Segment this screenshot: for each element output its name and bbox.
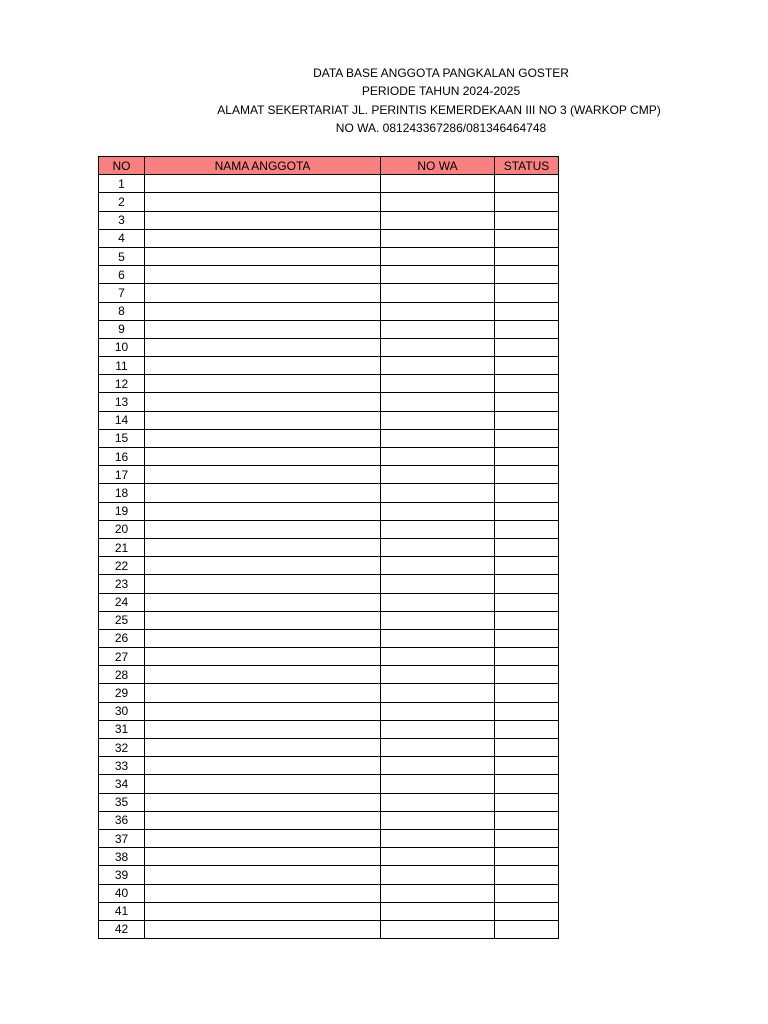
cell-no-wa[interactable] (381, 920, 495, 938)
cell-no-wa[interactable] (381, 739, 495, 757)
table-row (99, 247, 559, 265)
cell-no: 8 (99, 302, 145, 320)
header-cell-nama-anggota: NAMA ANGGOTA (145, 157, 381, 175)
cell-no-wa[interactable] (381, 557, 495, 575)
cell-no: 11 (99, 357, 145, 375)
cell-nama-anggota[interactable] (145, 793, 381, 811)
cell-nama-anggota[interactable] (145, 575, 381, 593)
cell-no-wa[interactable] (381, 247, 495, 265)
cell-nama-anggota[interactable] (145, 357, 381, 375)
cell-nama-anggota[interactable] (145, 848, 381, 866)
table-row (99, 448, 559, 466)
cell-nama-anggota[interactable] (145, 520, 381, 538)
cell-nama-anggota[interactable] (145, 193, 381, 211)
cell-no: 34 (99, 775, 145, 793)
cell-status[interactable] (495, 338, 559, 356)
cell-no: 40 (99, 884, 145, 902)
cell-nama-anggota[interactable] (145, 484, 381, 502)
cell-status[interactable] (495, 175, 559, 193)
title-line-3: ALAMAT SEKERTARIAT JL. PERINTIS KEMERDEKAAN III NO 3 (WARKOP CMP) (217, 103, 661, 117)
cell-status[interactable] (495, 593, 559, 611)
cell-no-wa[interactable] (381, 757, 495, 775)
cell-no-wa[interactable] (381, 338, 495, 356)
cell-no-wa[interactable] (381, 702, 495, 720)
cell-no: 7 (99, 284, 145, 302)
cell-status[interactable] (495, 429, 559, 447)
cell-no: 19 (99, 502, 145, 520)
table-row (99, 429, 559, 447)
cell-no: 6 (99, 266, 145, 284)
cell-no-wa[interactable] (381, 175, 495, 193)
table-row (99, 484, 559, 502)
cell-status[interactable] (495, 739, 559, 757)
cell-status[interactable] (495, 229, 559, 247)
cell-nama-anggota[interactable] (145, 375, 381, 393)
cell-no-wa[interactable] (381, 720, 495, 738)
cell-status[interactable] (495, 902, 559, 920)
table-row (99, 229, 559, 247)
cell-no: 5 (99, 247, 145, 265)
cell-nama-anggota[interactable] (145, 902, 381, 920)
cell-nama-anggota[interactable] (145, 739, 381, 757)
table-row (99, 775, 559, 793)
cell-nama-anggota[interactable] (145, 702, 381, 720)
table-row (99, 557, 559, 575)
table-row (99, 666, 559, 684)
table-row (99, 302, 559, 320)
cell-status[interactable] (495, 611, 559, 629)
cell-no: 32 (99, 739, 145, 757)
cell-nama-anggota[interactable] (145, 775, 381, 793)
cell-no: 2 (99, 193, 145, 211)
cell-no-wa[interactable] (381, 393, 495, 411)
table-row (99, 793, 559, 811)
cell-no: 30 (99, 702, 145, 720)
cell-no-wa[interactable] (381, 466, 495, 484)
cell-no: 25 (99, 611, 145, 629)
cell-no: 28 (99, 666, 145, 684)
cell-nama-anggota[interactable] (145, 429, 381, 447)
cell-no: 35 (99, 793, 145, 811)
cell-nama-anggota[interactable] (145, 884, 381, 902)
cell-status[interactable] (495, 284, 559, 302)
cell-status[interactable] (495, 775, 559, 793)
cell-no: 13 (99, 393, 145, 411)
cell-nama-anggota[interactable] (145, 757, 381, 775)
table-row (99, 411, 559, 429)
cell-nama-anggota[interactable] (145, 466, 381, 484)
cell-no: 12 (99, 375, 145, 393)
cell-nama-anggota[interactable] (145, 502, 381, 520)
cell-no-wa[interactable] (381, 611, 495, 629)
table-row (99, 338, 559, 356)
cell-status[interactable] (495, 720, 559, 738)
cell-no: 38 (99, 848, 145, 866)
cell-status[interactable] (495, 502, 559, 520)
table-row (99, 757, 559, 775)
cell-no-wa[interactable] (381, 829, 495, 847)
cell-status[interactable] (495, 538, 559, 556)
cell-status[interactable] (495, 648, 559, 666)
table-row (99, 284, 559, 302)
cell-nama-anggota[interactable] (145, 302, 381, 320)
cell-no: 21 (99, 538, 145, 556)
cell-no-wa[interactable] (381, 866, 495, 884)
table-row (99, 702, 559, 720)
cell-status[interactable] (495, 629, 559, 647)
cell-no-wa[interactable] (381, 811, 495, 829)
cell-no-wa[interactable] (381, 357, 495, 375)
cell-no-wa[interactable] (381, 884, 495, 902)
table-row (99, 575, 559, 593)
table-row (99, 466, 559, 484)
table-row (99, 520, 559, 538)
cell-nama-anggota[interactable] (145, 720, 381, 738)
table-row (99, 920, 559, 938)
member-table (98, 156, 559, 939)
cell-status[interactable] (495, 320, 559, 338)
cell-nama-anggota[interactable] (145, 175, 381, 193)
cell-no: 37 (99, 829, 145, 847)
cell-no: 26 (99, 629, 145, 647)
cell-status[interactable] (495, 666, 559, 684)
cell-no: 18 (99, 484, 145, 502)
cell-no-wa[interactable] (381, 502, 495, 520)
cell-nama-anggota[interactable] (145, 266, 381, 284)
cell-no-wa[interactable] (381, 593, 495, 611)
cell-no-wa[interactable] (381, 648, 495, 666)
cell-nama-anggota[interactable] (145, 611, 381, 629)
table-header-row (99, 157, 559, 175)
cell-no: 24 (99, 593, 145, 611)
cell-status[interactable] (495, 684, 559, 702)
cell-no: 4 (99, 229, 145, 247)
table-row (99, 393, 559, 411)
cell-status[interactable] (495, 702, 559, 720)
cell-status[interactable] (495, 884, 559, 902)
cell-no: 27 (99, 648, 145, 666)
cell-status[interactable] (495, 811, 559, 829)
cell-no-wa[interactable] (381, 684, 495, 702)
cell-no-wa[interactable] (381, 411, 495, 429)
cell-status[interactable] (495, 375, 559, 393)
cell-no-wa[interactable] (381, 538, 495, 556)
cell-no-wa[interactable] (381, 666, 495, 684)
table-row (99, 611, 559, 629)
cell-nama-anggota[interactable] (145, 648, 381, 666)
table-row (99, 320, 559, 338)
cell-no: 36 (99, 811, 145, 829)
cell-no: 31 (99, 720, 145, 738)
cell-no: 10 (99, 338, 145, 356)
cell-status[interactable] (495, 829, 559, 847)
cell-no-wa[interactable] (381, 375, 495, 393)
table-row (99, 593, 559, 611)
cell-nama-anggota[interactable] (145, 211, 381, 229)
table-row (99, 829, 559, 847)
cell-nama-anggota[interactable] (145, 684, 381, 702)
cell-no: 33 (99, 757, 145, 775)
cell-nama-anggota[interactable] (145, 920, 381, 938)
cell-no-wa[interactable] (381, 775, 495, 793)
cell-nama-anggota[interactable] (145, 229, 381, 247)
cell-status[interactable] (495, 920, 559, 938)
cell-nama-anggota[interactable] (145, 393, 381, 411)
cell-no-wa[interactable] (381, 193, 495, 211)
table-row (99, 502, 559, 520)
table-row (99, 902, 559, 920)
table-row (99, 720, 559, 738)
table-body (99, 175, 559, 939)
cell-status[interactable] (495, 466, 559, 484)
table-row (99, 629, 559, 647)
cell-status[interactable] (495, 484, 559, 502)
cell-nama-anggota[interactable] (145, 338, 381, 356)
title-line-1: DATA BASE ANGGOTA PANGKALAN GOSTER (313, 66, 569, 80)
cell-no: 20 (99, 520, 145, 538)
table-row (99, 811, 559, 829)
cell-status[interactable] (495, 757, 559, 775)
title-line-2: PERIODE TAHUN 2024-2025 (361, 84, 521, 98)
cell-nama-anggota[interactable] (145, 811, 381, 829)
cell-no: 3 (99, 211, 145, 229)
cell-no: 29 (99, 684, 145, 702)
cell-nama-anggota[interactable] (145, 557, 381, 575)
cell-status[interactable] (495, 866, 559, 884)
cell-nama-anggota[interactable] (145, 666, 381, 684)
cell-no: 14 (99, 411, 145, 429)
cell-no: 42 (99, 920, 145, 938)
cell-no-wa[interactable] (381, 484, 495, 502)
cell-no-wa[interactable] (381, 266, 495, 284)
cell-no: 22 (99, 557, 145, 575)
cell-status[interactable] (495, 557, 559, 575)
cell-no-wa[interactable] (381, 902, 495, 920)
cell-no-wa[interactable] (381, 629, 495, 647)
cell-no-wa[interactable] (381, 520, 495, 538)
cell-no: 41 (99, 902, 145, 920)
header-cell-no: NO (99, 157, 145, 175)
cell-status[interactable] (495, 393, 559, 411)
table-row (99, 375, 559, 393)
cell-no: 1 (99, 175, 145, 193)
cell-no: 23 (99, 575, 145, 593)
cell-no: 16 (99, 448, 145, 466)
cell-status[interactable] (495, 302, 559, 320)
table-row (99, 848, 559, 866)
table-row (99, 357, 559, 375)
header-cell-no-wa: NO WA (381, 157, 495, 175)
cell-nama-anggota[interactable] (145, 448, 381, 466)
table-row (99, 648, 559, 666)
table-row (99, 739, 559, 757)
cell-no-wa[interactable] (381, 448, 495, 466)
cell-nama-anggota[interactable] (145, 829, 381, 847)
cell-no-wa[interactable] (381, 793, 495, 811)
cell-status[interactable] (495, 193, 559, 211)
cell-no-wa[interactable] (381, 229, 495, 247)
table-row (99, 684, 559, 702)
cell-no-wa[interactable] (381, 284, 495, 302)
cell-status[interactable] (495, 247, 559, 265)
header-cell-status: STATUS (495, 157, 559, 175)
cell-nama-anggota[interactable] (145, 866, 381, 884)
cell-status[interactable] (495, 575, 559, 593)
table-row (99, 884, 559, 902)
cell-status[interactable] (495, 520, 559, 538)
cell-no-wa[interactable] (381, 429, 495, 447)
cell-status[interactable] (495, 793, 559, 811)
table-row (99, 175, 559, 193)
cell-nama-anggota[interactable] (145, 538, 381, 556)
cell-nama-anggota[interactable] (145, 247, 381, 265)
cell-status[interactable] (495, 266, 559, 284)
cell-no-wa[interactable] (381, 575, 495, 593)
cell-no-wa[interactable] (381, 848, 495, 866)
cell-nama-anggota[interactable] (145, 629, 381, 647)
table-row (99, 538, 559, 556)
cell-status[interactable] (495, 848, 559, 866)
cell-no-wa[interactable] (381, 320, 495, 338)
cell-no: 39 (99, 866, 145, 884)
cell-no-wa[interactable] (381, 302, 495, 320)
table-row (99, 266, 559, 284)
cell-no-wa[interactable] (381, 211, 495, 229)
title-line-4: NO WA. 081243367286/081346464748 (335, 121, 547, 135)
cell-no: 9 (99, 320, 145, 338)
cell-status[interactable] (495, 357, 559, 375)
table-row (99, 866, 559, 884)
cell-status[interactable] (495, 211, 559, 229)
cell-nama-anggota[interactable] (145, 284, 381, 302)
cell-nama-anggota[interactable] (145, 593, 381, 611)
cell-status[interactable] (495, 411, 559, 429)
table-row (99, 193, 559, 211)
cell-status[interactable] (495, 448, 559, 466)
cell-no: 15 (99, 429, 145, 447)
table-row (99, 211, 559, 229)
cell-no: 17 (99, 466, 145, 484)
cell-nama-anggota[interactable] (145, 411, 381, 429)
cell-nama-anggota[interactable] (145, 320, 381, 338)
